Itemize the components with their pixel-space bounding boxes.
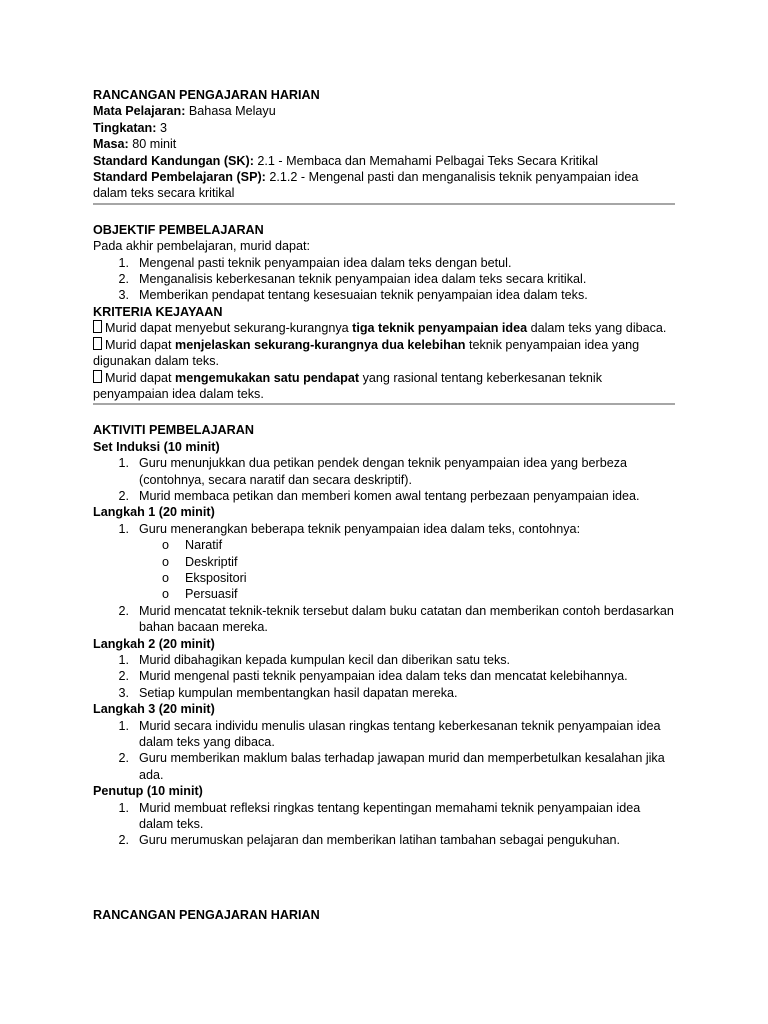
sk-line [93, 153, 675, 169]
objectives-intro: Pada akhir pembelajaran, murid dapat: [93, 239, 311, 254]
bullet-icon: o [162, 570, 170, 585]
subject-line [93, 103, 675, 119]
next-page-title: RANCANGAN PENGAJARAN HARIAN [93, 908, 320, 922]
list-number: 2. [118, 669, 129, 684]
list-number: 2. [118, 272, 129, 287]
sk-value: 2.1 - Membaca dan Memahami Pelbagai Teks Secara Kritikal [253, 153, 599, 168]
list-number: 1. [118, 653, 129, 667]
list-number: 1. [118, 255, 129, 270]
checkbox-symbol-icon [93, 337, 102, 350]
criteria-item [93, 320, 675, 336]
langkah-1-title: Langkah 1 (20 minit) [93, 505, 215, 520]
list-item-text: Menganalisis keberkesanan teknik penyampaian idea dalam teks secara kritikal. [139, 272, 587, 287]
checkbox-symbol-icon [93, 370, 102, 383]
list-number: 1. [118, 718, 129, 733]
time-line [93, 136, 675, 152]
criteria-bold-text: tiga teknik penyampaian idea [352, 321, 528, 336]
page-title: RANCANGAN PENGAJARAN HARIAN [93, 88, 320, 102]
list-item [93, 652, 675, 668]
sk-label: Standard Kandungan (SK): [93, 153, 254, 168]
level-value: 3 [156, 120, 167, 135]
langkah-2-title: Langkah 2 (20 minit) [93, 636, 215, 651]
sublist-item [93, 537, 675, 553]
list-number: 2. [118, 833, 129, 848]
list-number: 3. [118, 685, 129, 700]
langkah-2-list [93, 652, 675, 701]
subject-value: Bahasa Melayu [185, 104, 276, 119]
bullet-icon: o [162, 538, 170, 553]
list-item [93, 271, 675, 287]
sp-label: Standard Pembelajaran (SP): [93, 170, 266, 185]
list-item [93, 488, 675, 504]
langkah-3-list [93, 718, 675, 784]
objectives-list [93, 255, 675, 304]
list-item [93, 685, 675, 701]
list-item [93, 750, 675, 783]
criteria-bold-text: mengemukakan satu pendapat [175, 370, 360, 385]
list-number: 2. [118, 488, 129, 503]
list-item-text: Murid dibahagikan kepada kumpulan kecil dan diberikan satu teks. [139, 653, 511, 667]
objectives-heading: OBJEKTIF PEMBELAJARAN [93, 222, 264, 237]
list-item [93, 455, 675, 488]
sublist-item-text: Deskriptif [185, 554, 238, 569]
set-induksi-title: Set Induksi (10 minit) [93, 439, 220, 454]
set-induksi-list [93, 455, 675, 504]
sublist-item [93, 586, 675, 602]
criteria-bold-text: menjelaskan sekurang-kurangnya dua kelebihan [175, 337, 466, 352]
sublist-item [93, 554, 675, 570]
list-item-text: Murid mencatat teknik-teknik tersebut dalam buku catatan dan memberikan contoh berdasarkan bahan bacaan mereka. [139, 603, 674, 635]
time-value: 80 minit [128, 137, 177, 152]
list-item-text: Murid secara individu menulis ulasan ringkas tentang keberkesanan teknik penyampaian idea dalam teks yang dibaca. [139, 718, 661, 750]
langkah-1-list [93, 521, 675, 636]
list-item [93, 668, 675, 684]
list-item-text: Murid membuat refleksi ringkas tentang kepentingan memahami teknik penyampaian idea dalam teks. [139, 800, 641, 832]
list-item [93, 718, 675, 751]
list-item-text: Guru memberikan maklum balas terhadap jawapan murid dan memperbetulkan kesalahan jika ada. [139, 751, 665, 782]
list-item-text: Setiap kumpulan membentangkan hasil dapatan mereka. [139, 685, 458, 700]
penutup-list [93, 800, 675, 849]
level-label: Tingkatan: [93, 120, 157, 135]
list-item-text: Murid membaca petikan dan memberi komen awal tentang perbezaan penyampaian idea. [139, 488, 640, 503]
time-label: Masa: [93, 137, 129, 152]
criteria-text: Murid dapat menyebut sekurang-kurangnya [105, 321, 353, 336]
sp-value: 2.1.2 - Mengenal pasti dan menganalisis teknik penyampaian idea dalam teks secara kritikal [93, 170, 639, 201]
list-number: 2. [118, 603, 129, 618]
list-item [93, 287, 675, 303]
criteria-text: dalam teks yang dibaca. [527, 321, 667, 336]
list-item [93, 255, 675, 271]
criteria-text: Murid dapat [105, 370, 176, 385]
list-item [93, 521, 675, 603]
technique-sublist [139, 537, 675, 603]
bullet-icon: o [162, 587, 170, 602]
criteria-text: Murid dapat [105, 337, 176, 352]
penutup-title: Penutup (10 minit) [93, 784, 203, 799]
bullet-icon: o [162, 554, 170, 569]
sublist-item-text: Persuasif [185, 587, 238, 602]
list-item [93, 603, 675, 636]
list-item [93, 800, 675, 833]
list-item-text: Memberikan pendapat tentang kesesuaian teknik penyampaian idea dalam teks. [139, 288, 588, 303]
sp-line [93, 169, 675, 202]
list-item [93, 832, 675, 848]
list-number: 1. [118, 521, 129, 536]
criteria-item [93, 337, 675, 370]
list-item-text: Mengenal pasti teknik penyampaian idea dalam teks dengan betul. [139, 255, 512, 270]
subject-label: Mata Pelajaran: [93, 104, 186, 119]
sublist-item-text: Naratif [185, 538, 223, 553]
activities-heading: AKTIVITI PEMBELAJARAN [93, 423, 254, 438]
list-item-text: Guru menunjukkan dua petikan pendek dengan teknik penyampaian idea yang berbeza (contohnya, secara naratif dan secara deskriptif). [139, 456, 628, 487]
criteria-text: yang rasional tentang keberkesanan teknik penyampaian idea dalam teks. [93, 370, 603, 401]
list-number: 1. [118, 800, 129, 815]
sublist-item-text: Ekspositori [185, 570, 247, 585]
criteria-heading: KRITERIA KEJAYAAN [93, 304, 223, 319]
document-content [93, 87, 675, 849]
list-item-text: Guru menerangkan beberapa teknik penyampaian idea dalam teks, contohnya: [139, 521, 581, 536]
level-line [93, 120, 675, 136]
criteria-text: teknik penyampaian idea yang digunakan dalam teks. [93, 337, 640, 369]
checkbox-symbol-icon [93, 320, 102, 333]
list-number: 1. [118, 456, 129, 471]
list-number: 3. [118, 288, 129, 303]
criteria-item [93, 370, 675, 403]
list-item-text: Guru merumuskan pelajaran dan memberikan latihan tambahan sebagai pengukuhan. [139, 833, 620, 848]
list-item-text: Murid mengenal pasti teknik penyampaian idea dalam teks dan mencatat kelebihannya. [139, 669, 628, 684]
list-number: 2. [118, 751, 129, 766]
sublist-item [93, 570, 675, 586]
langkah-3-title: Langkah 3 (20 minit) [93, 702, 215, 717]
